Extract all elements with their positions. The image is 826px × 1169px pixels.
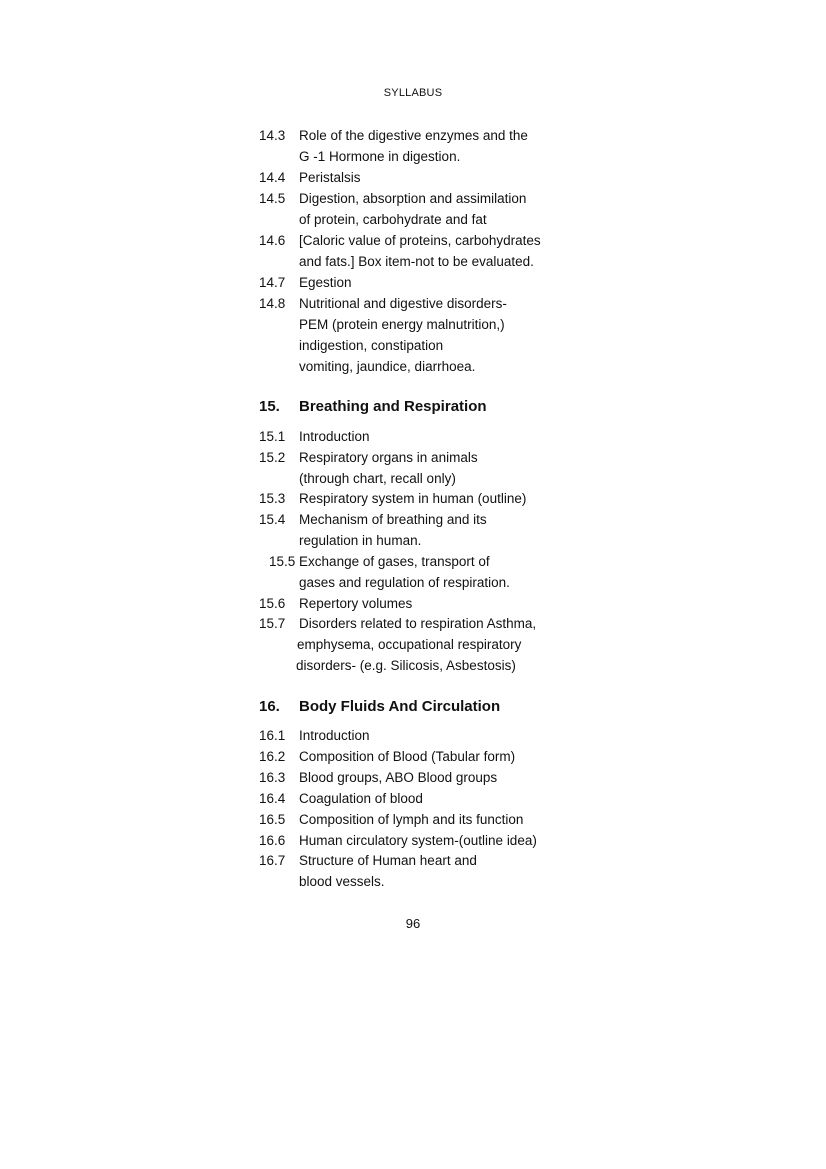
list-item xyxy=(259,616,536,632)
list-item xyxy=(259,233,541,249)
item-number: 14.4 xyxy=(259,170,286,185)
item-text: Introduction xyxy=(299,728,370,743)
item-number: 16.7 xyxy=(259,853,286,868)
list-item xyxy=(259,833,537,849)
item-text: Exchange of gases, transport of xyxy=(299,554,490,569)
item-text: Disorders related to respiration Asthma, xyxy=(299,616,537,631)
item-number: 16.6 xyxy=(259,833,286,848)
item-number: 16.1 xyxy=(259,728,286,743)
section-number: 15. xyxy=(259,398,280,415)
item-number: 14.8 xyxy=(259,296,286,311)
page-number: 96 xyxy=(405,916,421,931)
list-item xyxy=(259,596,412,612)
section-heading xyxy=(259,398,487,416)
list-item xyxy=(259,812,523,828)
item-number: 15.5 xyxy=(269,554,296,569)
item-text: Structure of Human heart and xyxy=(299,853,477,868)
list-item xyxy=(259,749,515,765)
item-continuation: indigestion, constipation xyxy=(299,338,444,353)
item-text: [Caloric value of proteins, carbohydrates xyxy=(299,233,541,248)
list-item xyxy=(259,429,370,445)
section-number: 16. xyxy=(259,698,280,715)
item-continuation: vomiting, jaundice, diarrhoea. xyxy=(299,359,476,374)
item-text: Nutritional and digestive disorders- xyxy=(299,296,507,311)
item-continuation: G -1 Hormone in digestion. xyxy=(299,149,461,164)
item-text: Introduction xyxy=(299,429,370,444)
item-text: Respiratory organs in animals xyxy=(299,450,478,465)
page-header: SYLLABUS xyxy=(383,87,443,99)
item-continuation: of protein, carbohydrate and fat xyxy=(299,212,487,227)
item-continuation: and fats.] Box item-not to be evaluated. xyxy=(299,254,534,269)
item-text: Peristalsis xyxy=(299,170,361,185)
item-number: 15.3 xyxy=(259,491,286,506)
item-number: 15.2 xyxy=(259,450,286,465)
list-item xyxy=(259,491,526,507)
list-item xyxy=(259,728,370,744)
item-continuation: gases and regulation of respiration. xyxy=(299,575,510,590)
item-text: Respiratory system in human (outline) xyxy=(299,491,527,506)
item-continuation: blood vessels. xyxy=(299,874,385,889)
list-item xyxy=(259,170,361,186)
item-number: 16.4 xyxy=(259,791,286,806)
item-text: Egestion xyxy=(299,275,352,290)
item-number: 14.6 xyxy=(259,233,286,248)
list-item xyxy=(259,296,507,312)
item-continuation: emphysema, occupational respiratory xyxy=(297,637,522,652)
item-text: Composition of Blood (Tabular form) xyxy=(299,749,516,764)
item-number: 14.3 xyxy=(259,128,286,143)
list-item xyxy=(259,275,352,291)
item-text: Repertory volumes xyxy=(299,596,413,611)
item-text: Mechanism of breathing and its xyxy=(299,512,487,527)
list-item xyxy=(259,450,478,466)
item-continuation: (through chart, recall only) xyxy=(299,471,456,486)
item-continuation: regulation in human. xyxy=(299,533,422,548)
item-number: 14.5 xyxy=(259,191,286,206)
list-item xyxy=(259,128,528,144)
section-title: Breathing and Respiration xyxy=(299,398,487,415)
list-item xyxy=(259,853,477,869)
list-item xyxy=(269,554,490,570)
item-text: Digestion, absorption and assimilation xyxy=(299,191,527,206)
section-heading xyxy=(259,698,500,716)
item-number: 16.3 xyxy=(259,770,286,785)
item-number: 15.1 xyxy=(259,429,286,444)
item-number: 15.7 xyxy=(259,616,286,631)
item-text: Human circulatory system-(outline idea) xyxy=(299,833,537,848)
list-item xyxy=(259,191,526,207)
section-title: Body Fluids And Circulation xyxy=(299,698,501,715)
item-text: Composition of lymph and its function xyxy=(299,812,524,827)
list-item xyxy=(259,770,497,786)
item-continuation: PEM (protein energy malnutrition,) xyxy=(299,317,505,332)
item-number: 16.2 xyxy=(259,749,286,764)
item-continuation: disorders- (e.g. Silicosis, Asbestosis) xyxy=(296,658,516,673)
item-number: 14.7 xyxy=(259,275,286,290)
list-item xyxy=(259,791,423,807)
item-text: Coagulation of blood xyxy=(299,791,423,806)
item-text: Role of the digestive enzymes and the xyxy=(299,128,528,143)
item-number: 15.6 xyxy=(259,596,286,611)
item-number: 15.4 xyxy=(259,512,286,527)
item-text: Blood groups, ABO Blood groups xyxy=(299,770,498,785)
item-number: 16.5 xyxy=(259,812,286,827)
list-item xyxy=(259,512,487,528)
